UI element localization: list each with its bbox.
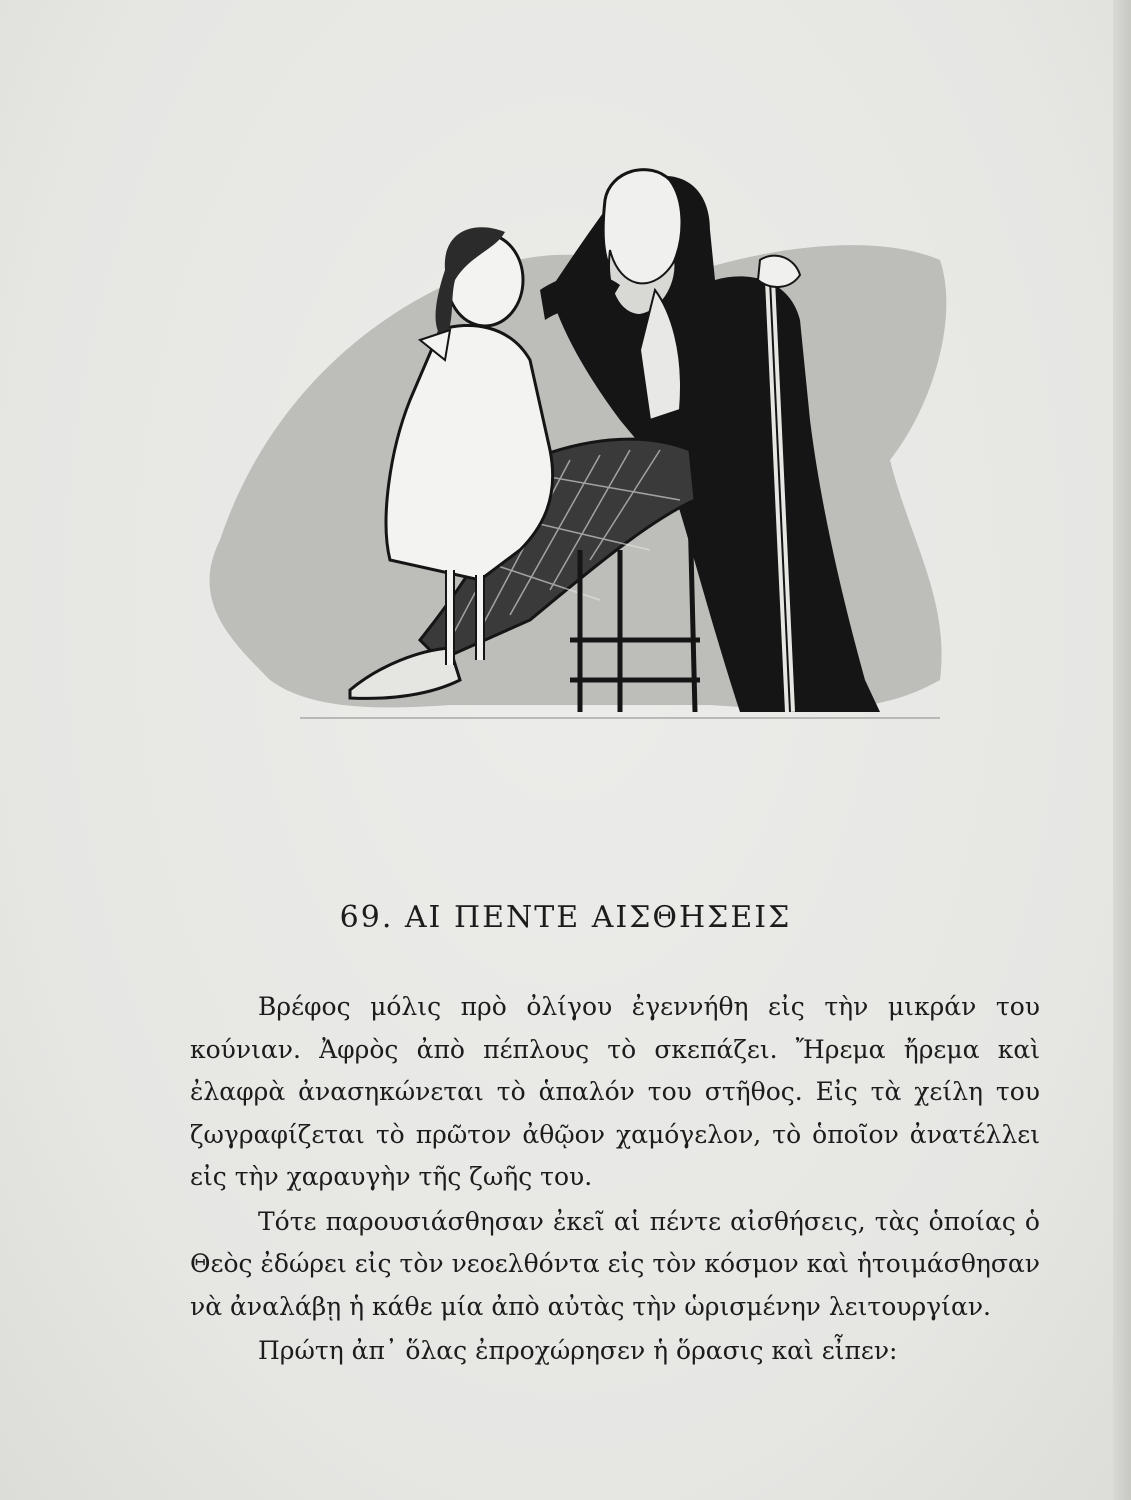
body-text [190,986,1040,1373]
paragraph: Πρώτη ἀπ᾽ ὅλας ἐπροχώρησεν ἡ ὅρασις καὶ εἶπεν: [258,1336,898,1365]
paragraph: Τότε παρουσιάσθησαν ἐκεῖ αἱ πέντε αἰσθήσεις, τὰς ὁποίας ὁ Θεὸς ἐδώρει εἰς τὸν νεοελθόντα εἰς τὸν κόσμον καὶ ἡτοιμάσθησαν νὰ ἀναλάβῃ ἡ κάθε μία ἀπὸ αὐτὰς τὴν ὡρισμένην λειτουργίαν. [190,1206,1040,1321]
page-edge-shadow [1113,0,1131,1500]
chapter-title: 69. ΑΙ ΠΕΝΤΕ ΑΙΣΘΗΣΕΙΣ [339,900,792,935]
illustration-old-man-and-girl [150,120,970,760]
paragraph: Βρέφος μόλις πρὸ ὀλίγου ἐγεννήθη εἰς τὴν μικράν του κούνιαν. Ἀφρὸς ἀπὸ πέπλους τὸ σκεπάζει. Ἤρεμα ἤρεμα καὶ ἐλαφρὰ ἀνασηκώνεται τὸ ἁπαλόν του στῆθος. Εἰς τὰ χείλη του ζωγραφίζεται τὸ πρῶτον ἀθῷον χαμόγελον, τὸ ὁποῖον ἀνατέλλει εἰς τὴν χαραυγὴν τῆς ζωῆς του. [190,992,1040,1191]
